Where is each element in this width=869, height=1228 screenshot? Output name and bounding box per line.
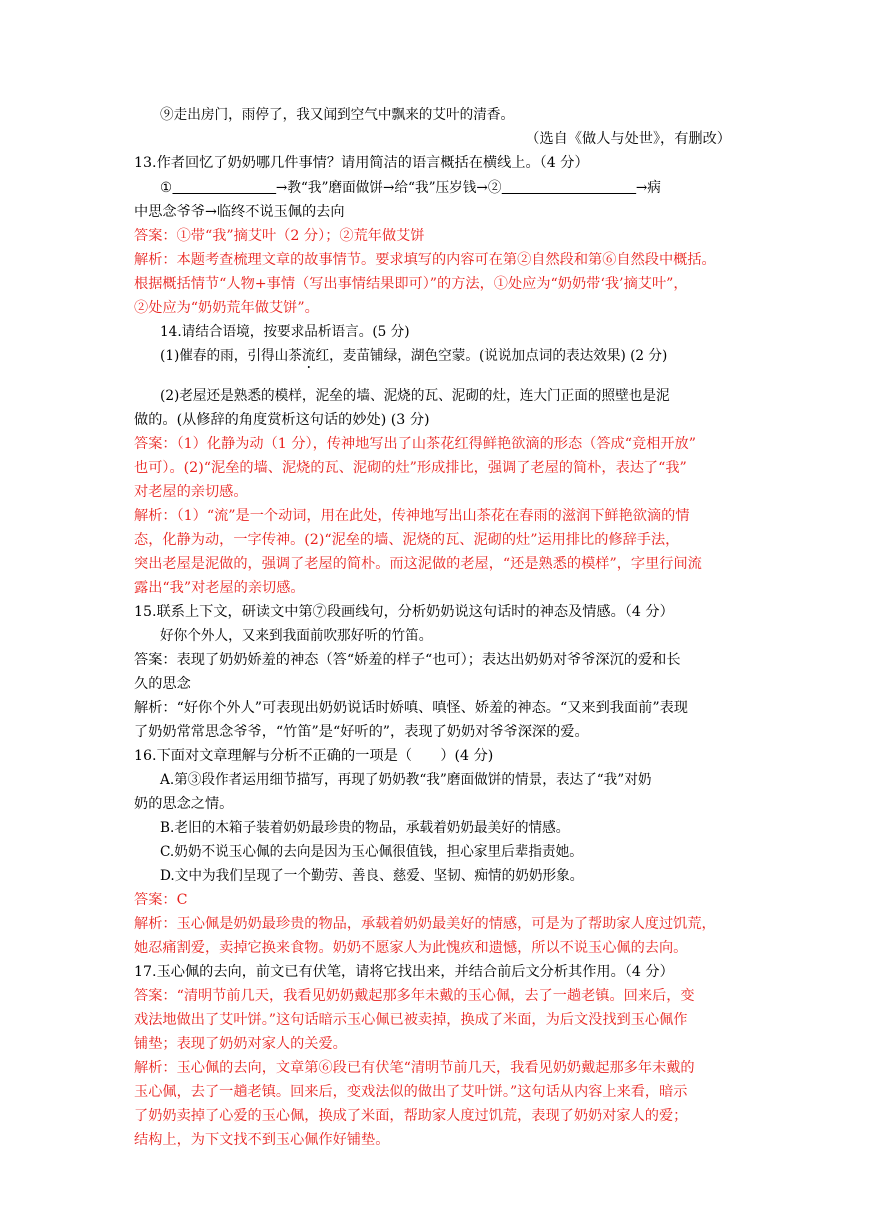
answer-14: 答案：（1）化静为动（1 分），传神地写出了山茶花红得鲜艳欲滴的形态（答成“竞相开放” (134, 436, 696, 452)
analysis-13: ②处应为“奶奶荒年做艾饼”。 (134, 300, 319, 316)
option-b: B.老旧的木箱子装着奶奶最珍贵的物品，承载着奶奶最美好的情感。 (160, 820, 570, 836)
question-13: 13.作者回忆了奶奶哪几件事情？请用简洁的语言概括在横线上。（4 分） (134, 155, 589, 171)
analysis-14: 态，化静为动，一字传神。(2)“泥垒的墙、泥烧的瓦、泥砌的灶”运用排比的修辞手法， (134, 532, 680, 548)
analysis-17: 解析：玉心佩的去向，文章第⑥段已有伏笔“清明节前几天，我看见奶奶戴起那多年未戴的 (134, 1060, 695, 1076)
question-14: 14.请结合语境，按要求品析语言。(5 分) (160, 324, 410, 340)
answer-17: 答案：“清明节前几天，我看见奶奶戴起那多年未戴的玉心佩，去了一趟老镇。回来后，变 (134, 988, 695, 1004)
answer-13: 答案：①带“我”摘艾叶（2 分）；②荒年做艾饼 (134, 228, 425, 244)
dotted-word: 流 (301, 348, 316, 364)
question-14-part-2: (2)老屋还是熟悉的模样，泥垒的墙、泥烧的瓦、泥砌的灶，连大门正面的照壁也是泥 (160, 388, 670, 404)
fill-in-blank-line (160, 176, 736, 200)
answer-17: 铺垫；表现了奶奶对家人的关爱。 (134, 1036, 347, 1052)
question-16: 16.下面对文章理解与分析不正确的一项是（ ）(4 分) (134, 748, 494, 764)
analysis-13: 根据概括情节“人物+事情（写出事情结果即可）”的方法，①处应为“奶奶带‘我’摘艾叶”， (134, 276, 688, 292)
option-d: D.文中为我们呈现了一个勤劳、善良、慈爱、坚韧、痴情的奶奶形象。 (160, 868, 584, 884)
quoted-sentence: 好你个外人，又来到我面前吹那好听的竹笛。 (160, 628, 433, 644)
text-line: 中思念爷爷→临终不说玉佩的去向 (134, 204, 345, 220)
answer-blank-2[interactable] (501, 178, 635, 194)
analysis-15: 了奶奶常常思念爷爷，“竹笛”是“好听的”，表现了奶奶对爷爷深深的爱。 (134, 724, 589, 740)
question-15: 15.联系上下文，研读文中第⑦段画线句，分析奶奶说这句话时的神态及情感。（4 分） (134, 604, 674, 620)
analysis-13: 解析：本题考查梳理文章的故事情节。要求填写的内容可在第②自然段和第⑥自然段中概括。 (134, 252, 716, 268)
analysis-14: 解析：（1）“流”是一个动词，用在此处，传神地写出山茶花在春雨的滋润下鲜艳欲滴的情 (134, 508, 690, 524)
option-c: C.奶奶不说玉心佩的去向是因为玉心佩很值钱，担心家里后辈指责她。 (160, 844, 583, 860)
analysis-16: 她忍痛割爱，卖掉它换来食物。奶奶不愿家人为此愧疚和遗憾，所以不说玉心佩的去向。 (134, 940, 688, 956)
source-note: （选自《做人与处世》，有删改） (525, 131, 731, 147)
option-a: 奶的思念之情。 (134, 796, 234, 812)
analysis-15: 解析：“好你个外人”可表现出奶奶说话时娇嗔、嗔怪、娇羞的神态。“又来到我面前”表现 (134, 700, 688, 716)
text-line: 做的。(从修辞的角度赏析这句话的妙处) (3 分) (134, 412, 430, 428)
blank-tail-text: →病 (635, 180, 661, 196)
analysis-17: 玉心佩，去了一趟老镇。回来后，变戏法似的做出了艾叶饼。”这句话从内容上来看，暗示 (134, 1084, 688, 1100)
blank-middle-text: →教“我”磨面做饼→给“我”压岁钱→② (275, 180, 502, 196)
analysis-14: 露出“我”对老屋的亲切感。 (134, 580, 305, 596)
text-line: ⑨走出房门，雨停了，我又闻到空气中飘来的艾叶的清香。 (160, 107, 515, 123)
answer-15: 久的思念 (134, 676, 191, 692)
answer-14: 对老屋的亲切感。 (134, 484, 248, 500)
q14-1-after: 红，麦苗铺绿，湖色空蒙。(说说加点词的表达效果) (2 分) (315, 348, 668, 364)
answer-17: 戏法地做出了艾叶饼。”这句话暗示玉心佩已被卖掉，换成了米面，为后文没找到玉心佩作 (134, 1012, 688, 1028)
answer-16: 答案：C (134, 892, 188, 908)
analysis-16: 解析：玉心佩是奶奶最珍贵的物品，承载着奶奶最美好的情感，可是为了帮助家人度过饥荒， (134, 916, 716, 932)
analysis-17: 结构上，为下文找不到玉心佩作好铺垫。 (134, 1132, 390, 1148)
q14-1-before: (1)催春的雨，引得山茶 (160, 348, 302, 364)
analysis-17: 了奶奶卖掉了心爱的玉心佩，换成了米面，帮助家人度过饥荒，表现了奶奶对家人的爱； (134, 1108, 688, 1124)
option-a: A.第③段作者运用细节描写，再现了奶奶教“我”磨面做饼的情景，表达了“我”对奶 (160, 772, 652, 788)
blank-mark-1: ① (160, 180, 173, 196)
answer-15: 答案：表现了奶奶娇羞的神态（答“娇羞的样子“也可）；表达出奶奶对爷爷深沉的爱和长 (134, 652, 681, 668)
analysis-14: 突出老屋是泥做的，强调了老屋的简朴。而这泥做的老屋，“还是熟悉的模样”，字里行间流 (134, 556, 702, 572)
answer-blank-1[interactable] (172, 178, 276, 194)
question-14-part-1 (160, 344, 736, 368)
answer-14: 也可）。(2)“泥垒的墙、泥烧的瓦、泥砌的灶”形成排比，强调了老屋的简朴，表达了“我” (134, 460, 687, 476)
question-17: 17.玉心佩的去向，前文已有伏笔，请将它找出来，并结合前后文分析其作用。（4 分） (134, 964, 674, 980)
